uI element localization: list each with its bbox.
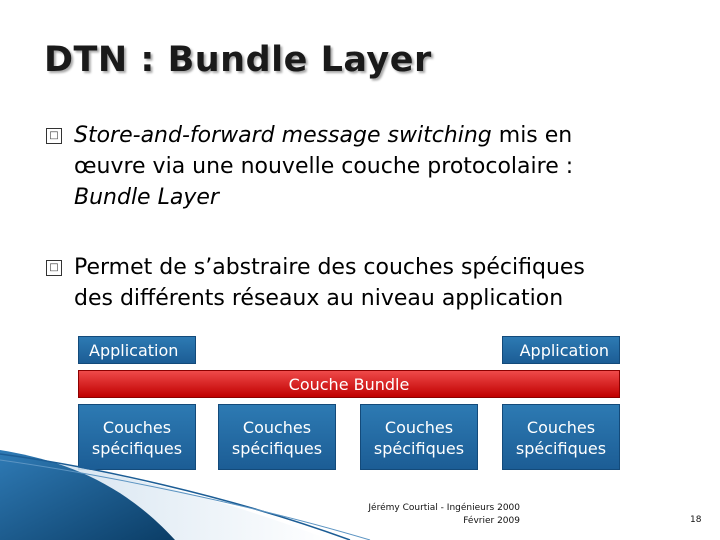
bullet-store-and-forward: [46, 120, 686, 213]
bullet-line: [74, 120, 686, 151]
bundle-layer-box: Couche Bundle: [78, 370, 620, 398]
bullet-italic-text: Store-and-forward: [74, 123, 275, 148]
bullet-line-2: des différents réseaux au niveau application: [74, 286, 564, 311]
checkbox-bullet-icon: □: [46, 260, 62, 276]
bullet-italic-text-2: message switching: [274, 123, 492, 148]
footer-author: Jérémy Courtial - Ingénieurs 2000: [368, 503, 520, 513]
specific-layers-line1: Couches: [526, 418, 596, 437]
specific-layers-box-4: [502, 404, 620, 470]
specific-layers-line2: spécifiques: [231, 439, 323, 458]
specific-layers-line2: spécifiques: [515, 439, 607, 458]
bullet-line-2: œuvre via une nouvelle couche protocolaire :: [74, 154, 574, 179]
checkbox-bullet-icon: □: [46, 128, 62, 144]
application-box-left: Application: [78, 336, 196, 364]
bullet-line-3: Bundle Layer: [74, 185, 219, 210]
specific-layers-line1: Couches: [242, 418, 312, 437]
bullet-text: mis en: [491, 123, 573, 148]
specific-layers-line2: spécifiques: [91, 439, 183, 458]
specific-layers-line1: Couches: [102, 418, 172, 437]
specific-layers-line2: spécifiques: [373, 439, 465, 458]
application-box-right: Application: [502, 336, 620, 364]
footer-date: Février 2009: [463, 516, 520, 526]
bullet-abstraction: [46, 252, 686, 314]
footer-text: [320, 502, 520, 528]
bullet-line: Permet de s’abstraire des couches spécifiques: [74, 255, 585, 280]
specific-layers-line1: Couches: [384, 418, 454, 437]
slide-title: DTN : Bundle Layer: [44, 40, 432, 80]
page-number: 18: [690, 515, 702, 525]
